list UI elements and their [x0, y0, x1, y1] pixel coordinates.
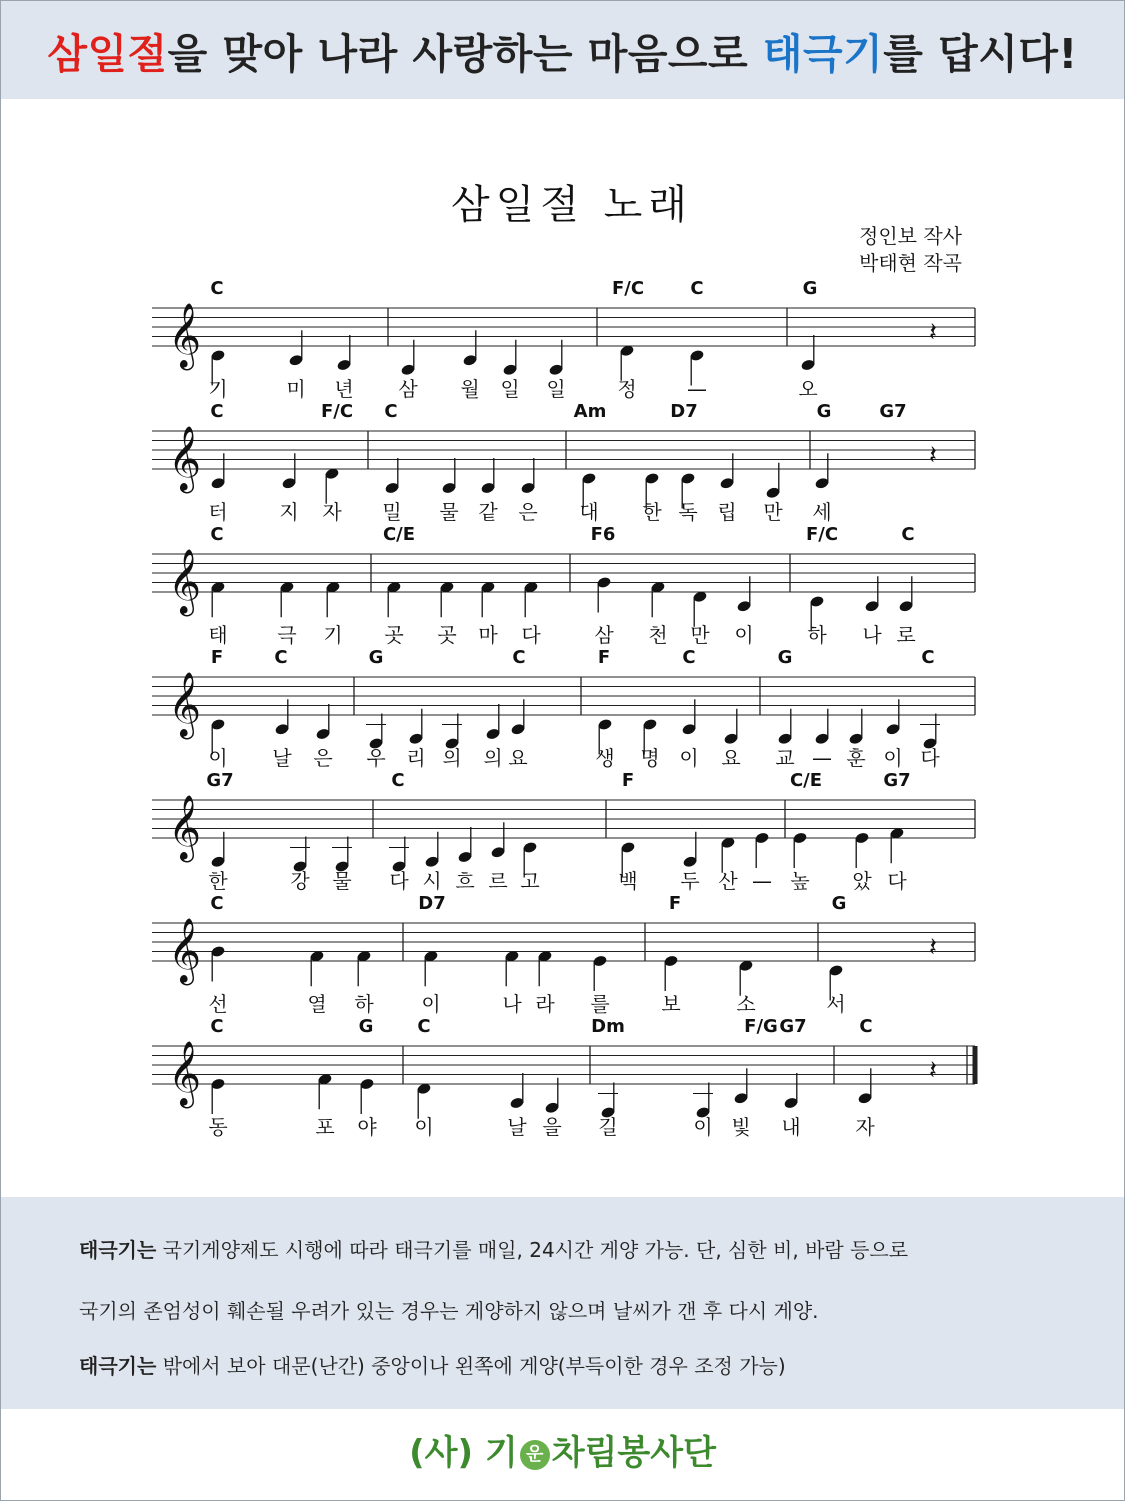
lyric-syllable: 세 [812, 500, 832, 524]
chord-symbol: C [391, 770, 405, 791]
note [777, 709, 792, 746]
chord-symbol: F/C [805, 524, 839, 545]
note [537, 950, 552, 987]
note [457, 827, 472, 864]
lyric-syllable: 다 [887, 869, 907, 893]
lyric-syllable: 의 [483, 746, 503, 770]
lyric-syllable: 동 [208, 1115, 228, 1139]
banner-headline: 삼일절을 맞아 나라 사랑하는 마음으로 태극기를 답시다! [47, 30, 1078, 78]
chord-symbol: C [384, 401, 398, 422]
song-title: 삼일절 노래 [451, 182, 693, 228]
lyric-syllable: 흐 [455, 869, 475, 893]
note [736, 576, 751, 613]
lyric-syllable: 이 [693, 1115, 713, 1139]
note [650, 581, 665, 618]
note [792, 831, 807, 868]
chord-symbol: C/E [382, 524, 416, 545]
lyric-syllable: — [687, 377, 707, 401]
note [800, 335, 815, 372]
lyric-syllable: 만 [690, 623, 710, 647]
lyric-syllable: 립 [717, 500, 737, 524]
music-row [152, 278, 975, 401]
rest-icon: 𝄽 [929, 317, 937, 348]
lyric-syllable: 월 [460, 377, 480, 401]
chord-symbol: F6 [590, 524, 616, 545]
treble-clef-icon: 𝄞 [168, 795, 202, 860]
note [442, 714, 462, 751]
lyric-syllable: 를 [590, 992, 610, 1016]
info-line-2: 국기의 존엄성이 훼손될 우려가 있는 경우는 게양하지 않으며 날씨가 갠 후 다시 게양. [79, 1299, 819, 1323]
music-row [152, 1016, 975, 1139]
chord-symbol: C [901, 524, 915, 545]
note [336, 335, 351, 372]
note [408, 709, 423, 746]
lyric-syllable: 이 [421, 992, 441, 1016]
note [441, 458, 456, 495]
lyric-syllable: 르 [488, 869, 508, 893]
composer-credit: 박태현 작곡 [859, 251, 962, 275]
note [504, 950, 519, 987]
lyric-syllable: 리 [406, 746, 426, 770]
note [733, 1068, 748, 1105]
note [598, 1083, 618, 1120]
lyric-syllable: 이 [883, 746, 903, 770]
chord-symbol: G [831, 893, 847, 914]
banner [1, 1, 1124, 99]
note [480, 458, 495, 495]
note [317, 1073, 332, 1110]
note [210, 945, 225, 982]
note [281, 453, 296, 490]
lyric-syllable: 야 [357, 1115, 377, 1139]
chord-symbol: G [368, 647, 384, 668]
note [359, 1077, 374, 1114]
note [544, 1078, 559, 1115]
lyric-syllable: 한 [208, 869, 228, 893]
lyric-syllable: 일 [500, 377, 520, 401]
chord-symbol: C/E [789, 770, 823, 791]
chord-symbol: C [274, 647, 288, 668]
lyric-syllable: 미 [286, 377, 306, 401]
lyric-syllable: 하 [807, 623, 827, 647]
chord-symbol: F [210, 647, 224, 668]
info-panel [1, 1197, 1124, 1409]
lyric-syllable: 나 [502, 992, 522, 1016]
note [663, 954, 678, 991]
lyric-syllable: 삼 [594, 623, 614, 647]
lyric-syllable: 시 [422, 869, 442, 893]
chord-symbol: C [859, 1016, 873, 1037]
note [324, 467, 339, 504]
note [424, 832, 439, 869]
note [288, 330, 303, 367]
note [719, 453, 734, 490]
note [423, 950, 438, 987]
lyric-syllable: 마 [478, 623, 498, 647]
lyric-syllable: 로 [896, 623, 916, 647]
lyric-syllable: 우 [366, 746, 386, 770]
lyric-syllable: 하 [354, 992, 374, 1016]
lyric-syllable: 밀 [382, 500, 402, 524]
note [210, 453, 225, 490]
note [210, 581, 225, 618]
lyric-syllable: 나 [862, 623, 882, 647]
lyric-syllable: 날 [507, 1115, 527, 1139]
music-rows [152, 278, 975, 1139]
lyric-syllable: 았 [852, 869, 872, 893]
note [592, 954, 607, 991]
lyric-syllable: 명 [640, 746, 660, 770]
lyric-syllable: — [812, 746, 832, 770]
note [210, 832, 225, 869]
note [290, 837, 310, 874]
chord-symbol: G7 [779, 1016, 807, 1037]
lyric-syllable: 오 [798, 377, 818, 401]
chord-symbol: C [210, 1016, 224, 1037]
lyric-syllable: 다 [920, 746, 940, 770]
lyric-syllable: 백 [618, 869, 638, 893]
lyricist-credit: 정인보 작사 [859, 224, 962, 248]
lyric-syllable: 다 [389, 869, 409, 893]
note [509, 1073, 524, 1110]
chord-symbol: G [816, 401, 832, 422]
lyric-syllable: 기 [208, 377, 228, 401]
note [619, 344, 634, 381]
lyric-syllable: 물 [332, 869, 352, 893]
chord-symbol: D7 [670, 401, 698, 422]
chord-symbol: F [621, 770, 635, 791]
chord-symbol: G [777, 647, 793, 668]
chord-symbol: F/C [611, 278, 645, 299]
chord-symbol: F [597, 647, 611, 668]
note [416, 1082, 431, 1119]
chord-symbol: G [358, 1016, 374, 1037]
lyric-syllable: 소 [736, 992, 756, 1016]
lyric-syllable: 높 [790, 869, 810, 893]
lyric-syllable: 은 [313, 746, 333, 770]
lyric-syllable: 이 [679, 746, 699, 770]
chord-symbol: C [512, 647, 526, 668]
lyric-syllable: 일 [546, 377, 566, 401]
note [693, 1083, 713, 1120]
note [723, 709, 738, 746]
org-logo: (사) 기 운 차림봉사단 [409, 1433, 716, 1473]
note [400, 340, 415, 377]
note [548, 340, 563, 377]
sheet-music [0, 100, 1125, 1195]
note [920, 714, 940, 751]
lyric-syllable: 같 [478, 500, 498, 524]
treble-clef-icon: 𝄞 [168, 918, 202, 983]
rest-icon: 𝄽 [929, 932, 937, 963]
note [315, 704, 330, 741]
chord-symbol: C [690, 278, 704, 299]
lyric-syllable: 두 [680, 869, 700, 893]
lyric-syllable: — [752, 869, 772, 893]
note [814, 709, 829, 746]
chord-symbol: G [802, 278, 818, 299]
treble-clef-icon: 𝄞 [168, 426, 202, 491]
lyric-syllable: 교 [775, 746, 795, 770]
note [692, 590, 707, 627]
chord-symbol: Am [573, 401, 607, 422]
lyric-syllable: 생 [595, 746, 615, 770]
lyric-syllable: 자 [322, 500, 342, 524]
note [885, 699, 900, 736]
lyric-syllable: 라 [535, 992, 555, 1016]
lyric-syllable: 곳 [437, 623, 457, 647]
note [854, 831, 869, 868]
lyric-syllable: 서 [826, 992, 846, 1016]
note [309, 950, 324, 987]
lyric-syllable: 이 [734, 623, 754, 647]
lyric-syllable: 년 [334, 377, 354, 401]
lyric-syllable: 기 [323, 623, 343, 647]
note [738, 959, 753, 996]
music-row [152, 524, 975, 647]
chord-symbol: F/G [744, 1016, 778, 1037]
note [596, 576, 611, 613]
lyric-syllable: 태 [208, 623, 228, 647]
note [754, 831, 769, 868]
chord-symbol: C [210, 278, 224, 299]
info-line-1: 태극기는 국기게양제도 시행에 따라 태극기를 매일, 24시간 게양 가능. 단, 심한 비, 바람 등으로 [79, 1238, 909, 1262]
note [783, 1073, 798, 1110]
lyric-syllable: 고 [520, 869, 540, 893]
note [279, 581, 294, 618]
music-row [152, 401, 975, 524]
note [814, 453, 829, 490]
chord-symbol: G7 [206, 770, 234, 791]
chord-symbol: C [417, 1016, 431, 1037]
lyric-syllable: 보 [661, 992, 681, 1016]
treble-clef-icon: 𝄞 [168, 303, 202, 368]
lyric-syllable: 곳 [384, 623, 404, 647]
note [462, 330, 477, 367]
lyric-syllable: 은 [518, 500, 538, 524]
chord-symbol: F/C [320, 401, 354, 422]
note [681, 699, 696, 736]
note [520, 458, 535, 495]
note [857, 1068, 872, 1105]
music-row [152, 893, 975, 1016]
lyric-syllable: 요 [508, 746, 528, 770]
note [366, 714, 386, 751]
note [384, 458, 399, 495]
note [864, 576, 879, 613]
note [848, 709, 863, 746]
note [485, 704, 500, 741]
lyric-syllable: 물 [439, 500, 459, 524]
lyric-syllable: 대 [579, 500, 599, 524]
note [480, 581, 495, 618]
lyric-syllable: 정 [617, 377, 637, 401]
chord-symbol: C [921, 647, 935, 668]
chord-symbol: C [210, 524, 224, 545]
lyric-syllable: 훈 [846, 746, 866, 770]
lyric-syllable: 길 [598, 1115, 618, 1139]
note [510, 699, 525, 736]
lyric-syllable: 독 [678, 500, 698, 524]
chord-symbol: G7 [879, 401, 907, 422]
chord-symbol: C [682, 647, 696, 668]
note [356, 950, 371, 987]
lyric-syllable: 열 [307, 992, 327, 1016]
lyric-syllable: 강 [290, 869, 310, 893]
lyric-syllable: 포 [315, 1115, 335, 1139]
note [210, 1077, 225, 1114]
lyric-syllable: 내 [781, 1115, 801, 1139]
note [386, 581, 401, 618]
note [274, 699, 289, 736]
treble-clef-icon: 𝄞 [168, 549, 202, 614]
note [523, 581, 538, 618]
note [898, 576, 913, 613]
lyric-syllable: 자 [855, 1115, 875, 1139]
note [439, 581, 454, 618]
treble-clef-icon: 𝄞 [168, 1041, 202, 1106]
treble-clef-icon: 𝄞 [168, 672, 202, 737]
note [389, 837, 409, 874]
chord-symbol: D7 [418, 893, 446, 914]
note [325, 581, 340, 618]
lyric-syllable: 날 [272, 746, 292, 770]
chord-symbol: G7 [883, 770, 911, 791]
lyric-syllable: 을 [542, 1115, 562, 1139]
lyric-syllable: 산 [718, 869, 738, 893]
chord-symbol: C [210, 893, 224, 914]
lyric-syllable: 의 [442, 746, 462, 770]
note [889, 827, 904, 864]
lyric-syllable: 다 [521, 623, 541, 647]
lyric-syllable: 이 [414, 1115, 434, 1139]
lyric-syllable: 터 [208, 500, 228, 524]
lyric-syllable: 지 [279, 500, 299, 524]
music-row [152, 770, 975, 893]
note [765, 463, 780, 500]
rest-icon: 𝄽 [929, 440, 937, 471]
lyric-syllable: 삼 [398, 377, 418, 401]
note [720, 836, 735, 873]
lyric-syllable: 이 [208, 746, 228, 770]
lyric-syllable: 요 [721, 746, 741, 770]
note [490, 822, 505, 859]
lyric-syllable: 만 [763, 500, 783, 524]
note [332, 837, 352, 874]
note [682, 832, 697, 869]
leaf-icon: 운 [520, 1440, 550, 1470]
lyric-syllable: 극 [277, 623, 297, 647]
note [502, 340, 517, 377]
lyric-syllable: 빛 [731, 1115, 751, 1139]
lyric-syllable: 선 [208, 992, 228, 1016]
info-line-3: 태극기는 밖에서 보아 대문(난간) 중앙이나 왼쪽에 게양(부득이한 경우 조정 가능) [79, 1354, 786, 1378]
chord-symbol: F [668, 893, 682, 914]
rest-icon: 𝄽 [929, 1055, 937, 1086]
lyric-syllable: 천 [648, 623, 668, 647]
chord-symbol: C [210, 401, 224, 422]
lyric-syllable: 한 [642, 500, 662, 524]
music-row [152, 647, 975, 770]
chord-symbol: Dm [591, 1016, 625, 1037]
